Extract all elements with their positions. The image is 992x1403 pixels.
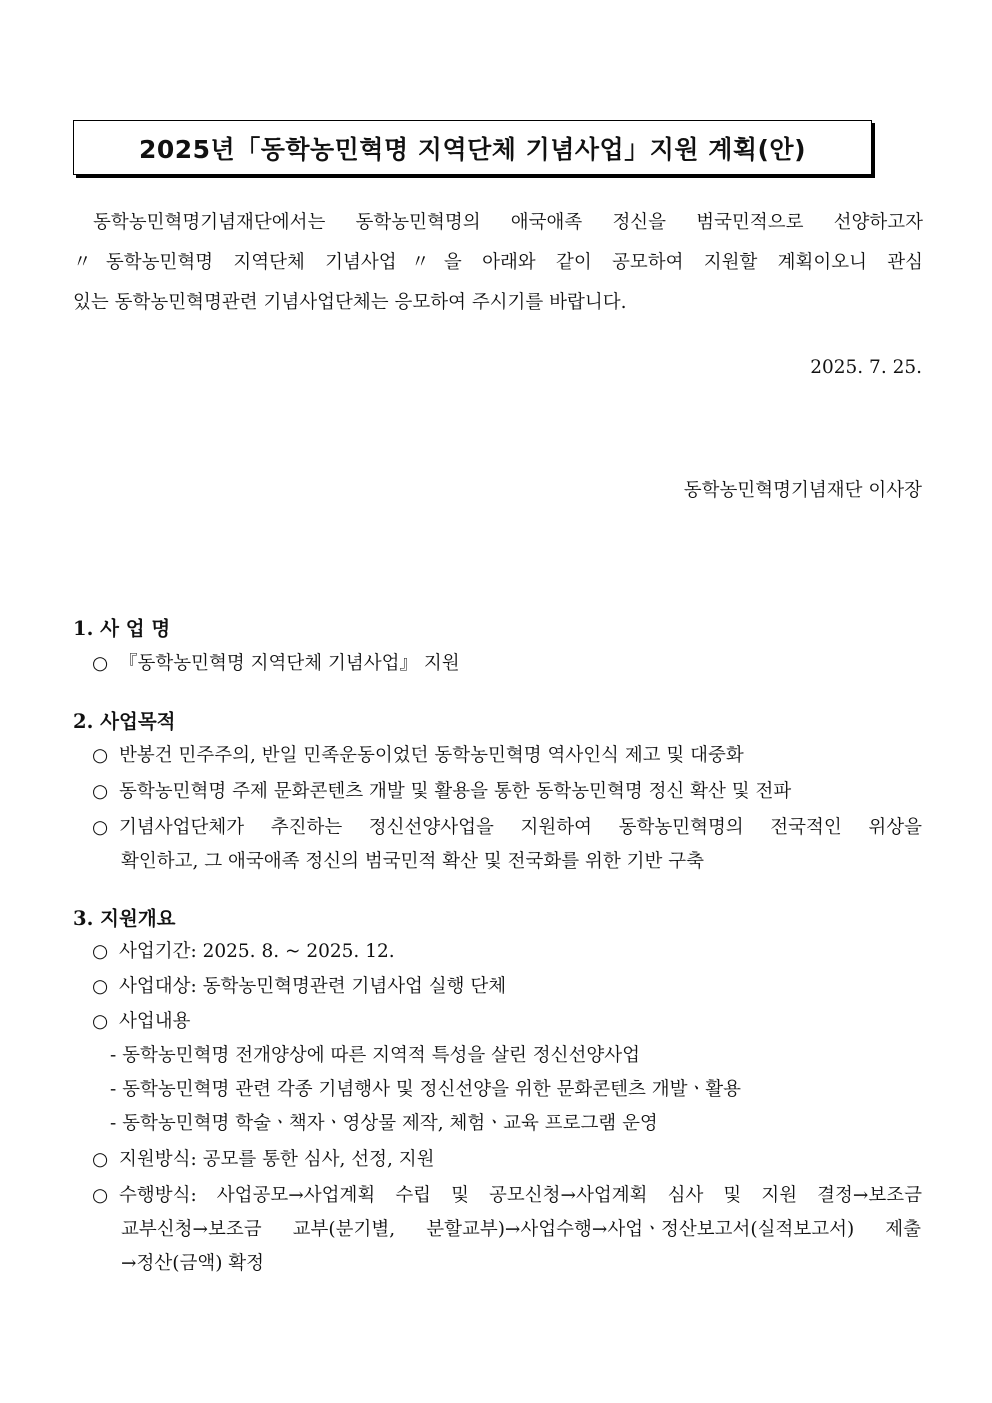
section-2-item-1	[92, 743, 744, 769]
intro-line-3: 있는 동학농민혁명관련 기념사업단체는 응모하여 주시기를 바랍니다.	[73, 292, 627, 313]
section-1-heading: 1. 사 업 명	[73, 617, 171, 640]
support-period-text: 사업기간: 2025. 8. ~ 2025. 12.	[119, 941, 395, 962]
process-method	[92, 1183, 922, 1209]
issuer-signature: 동학농민혁명기념재단 이사장	[683, 480, 922, 501]
support-target-text: 사업대상: 동학농민혁명관련 기념사업 실행 단체	[119, 976, 507, 997]
circle-bullet-icon: ○	[92, 1149, 109, 1170]
document-title	[73, 120, 872, 175]
support-content-sub-3: - 동학농민혁명 학술ㆍ책자ㆍ영상물 제작, 체험ㆍ교육 프로그램 운영	[110, 1113, 658, 1134]
section-2-item-3	[92, 815, 922, 841]
section-1-item-1-text: 『동학농민혁명 지역단체 기념사업』 지원	[119, 653, 460, 674]
section-2-item-3-line-1: 기념사업단체가 추진하는 정신선양사업을 지원하여 동학농민혁명의 전국적인 위상을	[119, 817, 922, 838]
support-content-sub-1: - 동학농민혁명 전개양상에 따른 지역적 특성을 살린 정신선양사업	[110, 1045, 640, 1066]
section-2-item-2-text: 동학농민혁명 주제 문화콘텐츠 개발 및 활용을 통한 동학농민혁명 정신 확산 및 전파	[119, 781, 792, 802]
intro-paragraph	[73, 203, 923, 323]
document-date: 2025. 7. 25.	[810, 357, 922, 378]
process-method-line-1: 수행방식: 사업공모→사업계획 수립 및 공모신청→사업계획 심사 및 지원 결정→보조금	[119, 1185, 922, 1206]
circle-bullet-icon: ○	[92, 781, 109, 802]
circle-bullet-icon: ○	[92, 653, 109, 674]
section-2-item-2	[92, 779, 791, 805]
support-content-text: 사업내용	[119, 1011, 191, 1032]
process-method-line-3: →정산(금액) 확정	[121, 1253, 265, 1274]
support-period	[92, 939, 395, 965]
circle-bullet-icon: ○	[92, 976, 109, 997]
section-2-heading: 2. 사업목적	[73, 710, 176, 733]
support-content	[92, 1009, 190, 1035]
section-2-item-1-text: 반봉건 민주주의, 반일 민족운동이었던 동학농민혁명 역사인식 제고 및 대중화	[119, 745, 744, 766]
section-3-heading: 3. 지원개요	[73, 907, 176, 930]
intro-line-1: 동학농민혁명기념재단에서는 동학농민혁명의 애국애족 정신을 범국민적으로 선양하고자	[93, 212, 923, 233]
section-1-item-1	[92, 651, 460, 677]
circle-bullet-icon: ○	[92, 817, 109, 838]
support-method-text: 지원방식: 공모를 통한 심사, 선정, 지원	[119, 1149, 435, 1170]
support-method	[92, 1147, 434, 1173]
circle-bullet-icon: ○	[92, 1185, 109, 1206]
support-content-sub-2: - 동학농민혁명 관련 각종 기념행사 및 정신선양을 위한 문화콘텐츠 개발ㆍ활용	[110, 1079, 742, 1100]
process-method-line-2: 교부신청→보조금 교부(분기별, 분할교부)→사업수행→사업ㆍ정산보고서(실적보고서) 제출	[121, 1219, 921, 1240]
circle-bullet-icon: ○	[92, 745, 109, 766]
circle-bullet-icon: ○	[92, 941, 109, 962]
circle-bullet-icon: ○	[92, 1011, 109, 1032]
intro-line-2: 〃동학농민혁명 지역단체 기념사업〃을 아래와 같이 공모하여 지원할 계획이오니 관심	[73, 252, 923, 273]
section-2-item-3-line-2: 확인하고, 그 애국애족 정신의 범국민적 확산 및 전국화를 위한 기반 구축	[121, 851, 704, 872]
support-target	[92, 974, 506, 1000]
document-title-text: 2025년「동학농민혁명 지역단체 기념사업」지원 계획(안)	[138, 134, 807, 164]
